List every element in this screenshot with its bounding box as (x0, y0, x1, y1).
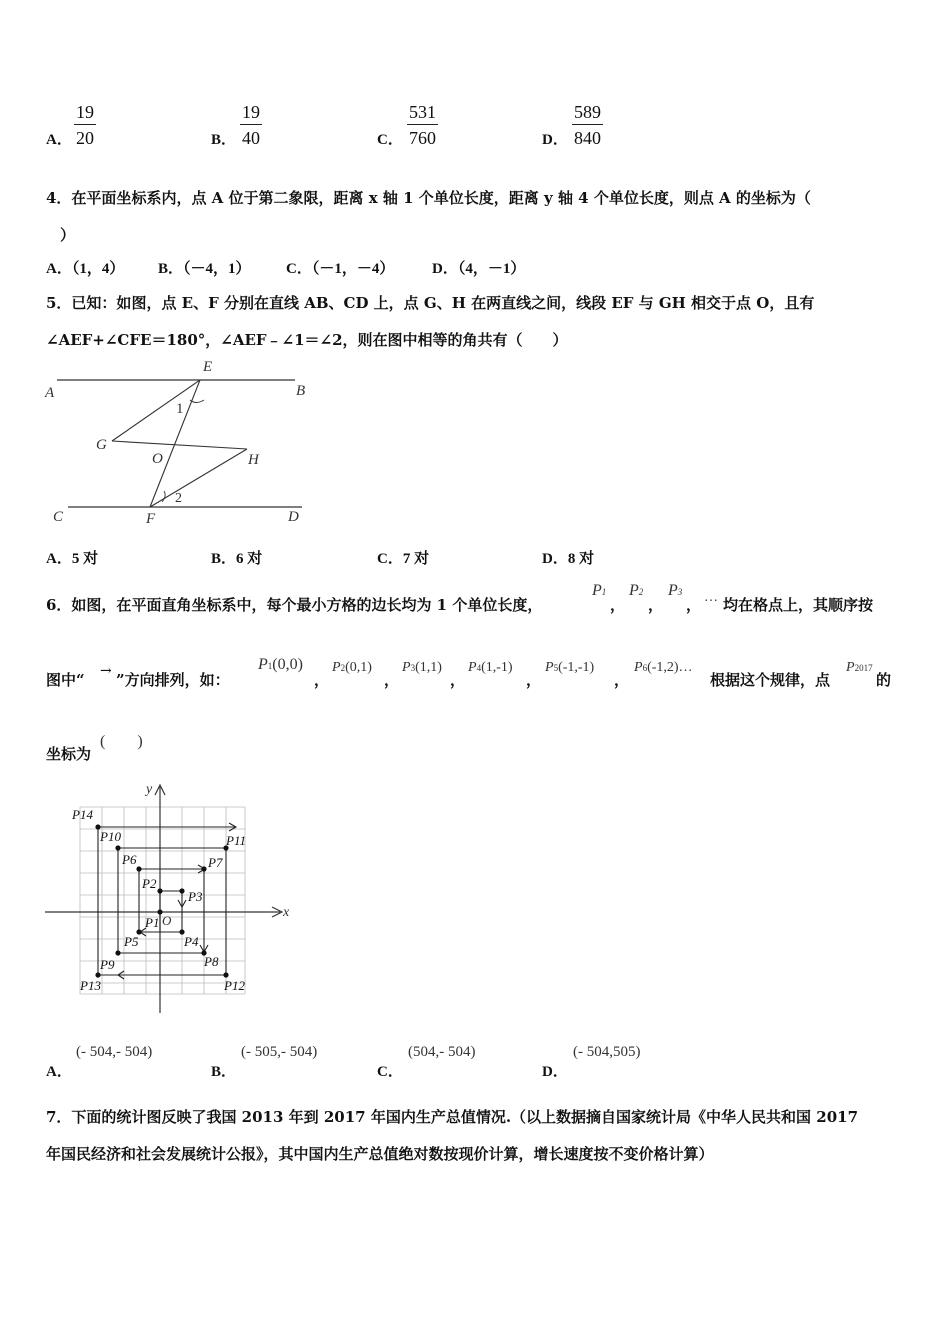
q6-example-sep-2: ， (384, 671, 400, 689)
q6-p3 (668, 582, 682, 600)
q6-option-c-letter: C． (377, 1064, 403, 1080)
spiral-point-labels (71, 807, 246, 993)
q6-sep-1: ， (610, 596, 626, 614)
q6-p2-letter: P (629, 582, 639, 599)
label-angle-1: 1 (176, 401, 184, 417)
label-p14: P14 (72, 807, 93, 822)
segment-eg (112, 380, 200, 441)
q6-target-sub: 2017 (854, 663, 873, 673)
label-p2: P2 (142, 876, 157, 891)
q6-p2-sub: 2 (638, 587, 644, 597)
q3-option-b-letter: B． (211, 132, 237, 148)
q3-option-b-denominator: 40 (242, 128, 260, 148)
q6-example-5: P5(-1,-1) (545, 660, 595, 675)
x-axis-label: x (283, 905, 290, 920)
y-axis-label: y (146, 782, 153, 797)
q4-option-c: C．（－1，－4） (286, 261, 395, 277)
q5-stem-line2: ∠AEF+∠CFE＝180°，∠AEF﹣∠1＝∠2，则在图中相等的角共有（ ） (46, 331, 568, 349)
q6-coordinate-figure (40, 775, 300, 1020)
q6-example-sep-5: ， (614, 671, 630, 689)
q6-sep-2: ， (648, 596, 664, 614)
q3-option-a-numerator: 19 (74, 102, 96, 125)
q6-p1-sub: 1 (601, 587, 607, 597)
q6-p1-letter: P (592, 582, 602, 599)
q3-option-c-denominator: 760 (409, 128, 436, 148)
q6-example-4-coord: (1,-1) (481, 660, 513, 675)
q3-option-c-fraction (407, 102, 438, 148)
q6-stem-line2-tail: 的 (876, 671, 892, 689)
q6-example-sep-3: ， (450, 671, 466, 689)
q6-option-b-letter: B． (211, 1064, 237, 1080)
q5-option-b: B．6 对 (211, 551, 263, 567)
q6-example-4-sub: 4 (476, 663, 482, 673)
angle-2-arc (162, 491, 165, 502)
label-d: D (288, 509, 299, 525)
q5-option-a: A．5 对 (46, 551, 99, 567)
q4-stem-line1: 4．在平面坐标系内，点 A 位于第二象限，距离 x 轴 1 个单位长度，距离 y 轴 4 个单位长度，则点 A 的坐标为（ (46, 189, 811, 207)
q6-option-d-coord: (- 504,505) (573, 1044, 641, 1060)
label-b: B (296, 383, 306, 399)
q6-example-sep-1: ， (314, 671, 330, 689)
q6-option-a-coord: (- 504,- 504) (76, 1044, 153, 1060)
q6-stem-line3: 坐标为 (46, 745, 92, 763)
label-p13: P13 (80, 978, 101, 993)
q6-target-point: P2017 (846, 660, 873, 675)
q6-example-3: P3(1,1) (402, 660, 442, 675)
q6-p3-sub: 3 (677, 587, 683, 597)
q6-example-2-sub: 2 (340, 663, 346, 673)
label-p1: P1 (145, 915, 160, 930)
q3-option-d-letter: D． (542, 132, 568, 148)
q3-option-d-denominator: 840 (574, 128, 601, 148)
q3-option-a-letter: A． (46, 132, 72, 148)
label-g: G (96, 437, 107, 453)
q4-stem-line2: ） (60, 226, 76, 244)
q6-example-6-coord: (-1,2)… (647, 660, 693, 675)
q3-option-c-numerator: 531 (407, 102, 438, 125)
q6-example-sep-4: ， (526, 671, 542, 689)
q3-option-d-fraction (572, 102, 603, 148)
q6-example-3-coord: (1,1) (415, 660, 442, 675)
label-a: A (45, 385, 55, 401)
q6-example-4: P4(1,-1) (468, 660, 513, 675)
q6-stem-line2-start: 图中“ (46, 671, 85, 689)
q6-example-5-sub: 5 (553, 663, 559, 673)
label-p7: P7 (208, 855, 223, 870)
label-c: C (53, 509, 64, 525)
segment-gh (112, 441, 247, 449)
q5-geometry-figure (40, 355, 320, 530)
q6-sep-3: ， (686, 596, 702, 614)
q6-example-5-coord: (-1,-1) (558, 660, 595, 675)
label-p6: P6 (122, 852, 137, 867)
q6-p3-letter: P (668, 582, 678, 599)
label-p8: P8 (204, 954, 219, 969)
q7-stem-line1: 7．下面的统计图反映了我国 2013 年到 2017 年国内生产总值情况.（以上数据摘自国家统计局《中华人民共和国 2017 (46, 1108, 859, 1126)
q5-option-c: C．7 对 (377, 551, 430, 567)
q5-option-d: D．8 对 (542, 551, 595, 567)
q4-option-b: B．（－4，1） (158, 261, 251, 277)
q3-option-c-letter: C． (377, 132, 403, 148)
label-h: H (248, 452, 259, 468)
q6-p1 (592, 582, 606, 600)
q6-example-6: P6(-1,2)… (634, 660, 693, 675)
label-o: O (152, 451, 163, 467)
q4-option-a: A．（1，4） (46, 261, 125, 277)
label-p10: P10 (100, 829, 121, 844)
label-p3: P3 (188, 889, 203, 904)
label-p9: P9 (100, 957, 115, 972)
label-p12: P12 (224, 978, 245, 993)
q6-stem-line2-end: 根据这个规律，点 (710, 671, 831, 689)
q6-option-c-coord: (504,- 504) (408, 1044, 476, 1060)
q6-stem-line1: 6．如图，在平面直角坐标系中，每个最小方格的边长均为 1 个单位长度， (46, 596, 543, 614)
q6-example-2: P2(0,1) (332, 660, 372, 675)
origin-label: O (162, 913, 172, 928)
q6-option-d-letter: D． (542, 1064, 568, 1080)
q6-example-3-sub: 3 (410, 663, 416, 673)
q6-ellipsis: … (704, 590, 718, 605)
q7-stem-line2: 年国民经济和社会发展统计公报》，其中国内生产总值绝对数按现价计算，增长速度按不变价格计算） (46, 1145, 714, 1163)
q6-example-6-sub: 6 (642, 663, 648, 673)
label-f: F (146, 511, 156, 527)
q6-option-b-coord: (- 505,- 504) (241, 1044, 318, 1060)
q6-example-1-coord: (0,0) (272, 656, 303, 673)
q6-example-1: P1(0,0) (258, 656, 303, 673)
q3-option-d-numerator: 589 (572, 102, 603, 125)
q3-option-a-denominator: 20 (76, 128, 94, 148)
q6-example-2-coord: (0,1) (345, 660, 372, 675)
q6-p2 (629, 582, 643, 600)
label-p5: P5 (124, 934, 139, 949)
label-p4: P4 (184, 934, 199, 949)
q6-stem-line1-end: 均在格点上，其顺序按 (723, 596, 874, 614)
label-e: E (203, 359, 213, 375)
q6-arrow-glyph: → (100, 663, 112, 679)
label-angle-2: 2 (175, 491, 182, 506)
q6-stem-line2-mid: ”方向排列，如： (116, 671, 230, 689)
q6-option-a-letter: A． (46, 1064, 72, 1080)
q4-option-d: D．（4，－1） (432, 261, 526, 277)
q6-example-1-sub: 1 (267, 661, 273, 671)
q3-option-b-numerator: 19 (240, 102, 262, 125)
q3-option-a-fraction (74, 102, 96, 148)
q5-stem-line1: 5．已知：如图，点 E、F 分别在直线 AB、CD 上，点 G、H 在两直线之间，线段 EF 与 GH 相交于点 O，且有 (46, 294, 815, 312)
q6-answer-parens: ( ) (100, 733, 143, 750)
q3-option-b-fraction (240, 102, 262, 148)
label-p11: P11 (226, 833, 246, 848)
